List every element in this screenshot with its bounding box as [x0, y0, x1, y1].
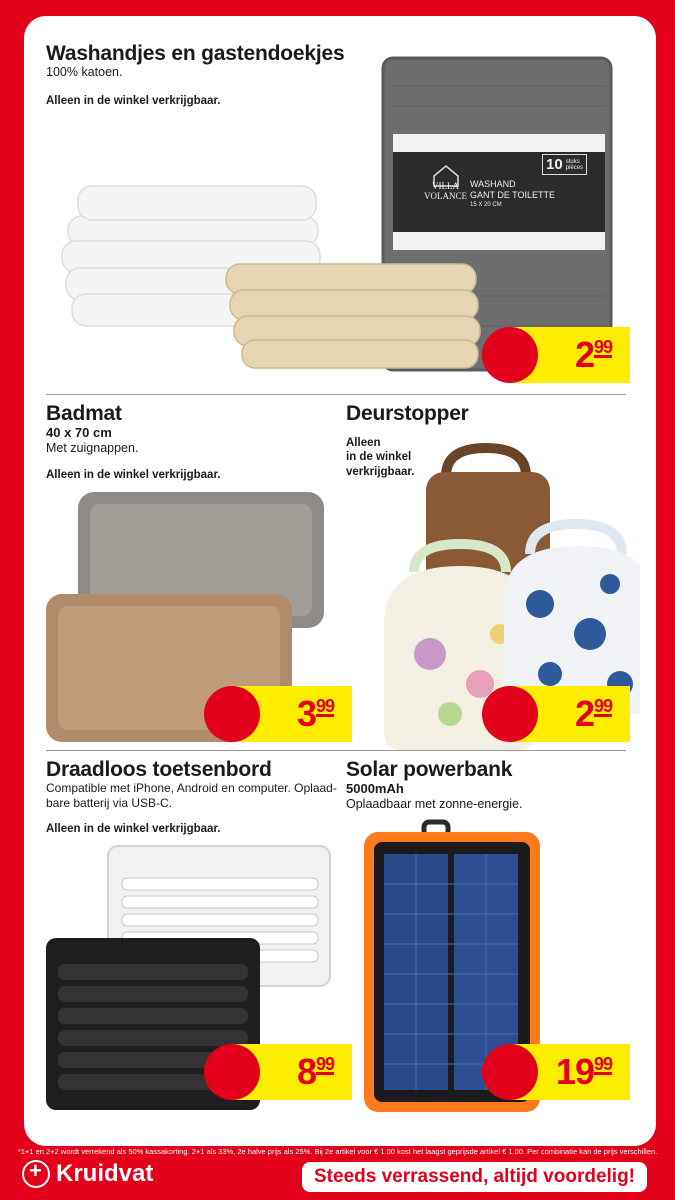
- product-sub-washandjes: 100% katoen.: [46, 65, 123, 79]
- divider: [46, 750, 626, 751]
- package-brand: VILLA VOLANCE: [424, 181, 467, 201]
- product-title-deurstopper: Deurstopper: [346, 402, 469, 425]
- leaflet-page: [24, 16, 656, 1146]
- price-tag-washandjes: 299: [510, 327, 630, 383]
- product-sub-powerbank: Oplaadbaar met zonne-energie.: [346, 797, 523, 811]
- price-tag-powerbank: 1999: [510, 1044, 630, 1100]
- availability-note-washandjes: Alleen in de winkel verkrijgbaar.: [46, 95, 221, 107]
- slogan: Steeds verrassend, altijd voordelig!: [302, 1162, 647, 1192]
- product-title-washandjes: Washandjes en gastendoekjes: [46, 42, 345, 65]
- package-label: WASHAND GANT DE TOILETTE 15 X 20 CM: [470, 179, 556, 208]
- price-tag-deurstopper: 299: [510, 686, 630, 742]
- product-sub-toetsenbord: Compatible met iPhone, Android en computer. Oplaad- bare batterij via USB-C.: [46, 781, 337, 810]
- product-title-toetsenbord: Draadloos toetsenbord: [46, 758, 272, 781]
- kruidvat-logo-icon: [22, 1160, 50, 1188]
- product-size-badmat: 40 x 70 cm: [46, 425, 112, 440]
- product-title-powerbank: Solar powerbank: [346, 758, 513, 781]
- package-count: 10 stuks pièces: [542, 154, 587, 175]
- kruidvat-logo: + Kruidvat: [22, 1160, 153, 1188]
- availability-note-toetsenbord: Alleen in de winkel verkrijgbaar.: [46, 823, 221, 835]
- price-tag-toetsenbord: 899: [232, 1044, 352, 1100]
- price-tag-badmat: 399: [232, 686, 352, 742]
- availability-note-badmat: Alleen in de winkel verkrijgbaar.: [46, 469, 221, 481]
- divider: [46, 394, 626, 395]
- availability-note-deurstopper: Alleen in de winkel verkrijgbaar.: [346, 437, 415, 478]
- product-capacity-powerbank: 5000mAh: [346, 781, 404, 796]
- product-sub-badmat: Met zuignappen.: [46, 441, 139, 455]
- disclaimer: *1+1 en 2+2 wordt verrekend als 50% kassakorting. 2+1 als 33%, 2e halve prijs als 25%. Bij 2e artikel voor € 1.00 kost het laagst geprijsde artikel € 1.00. Per combinatie kan de prijs verschillen.: [17, 1147, 658, 1156]
- product-title-badmat: Badmat: [46, 402, 122, 425]
